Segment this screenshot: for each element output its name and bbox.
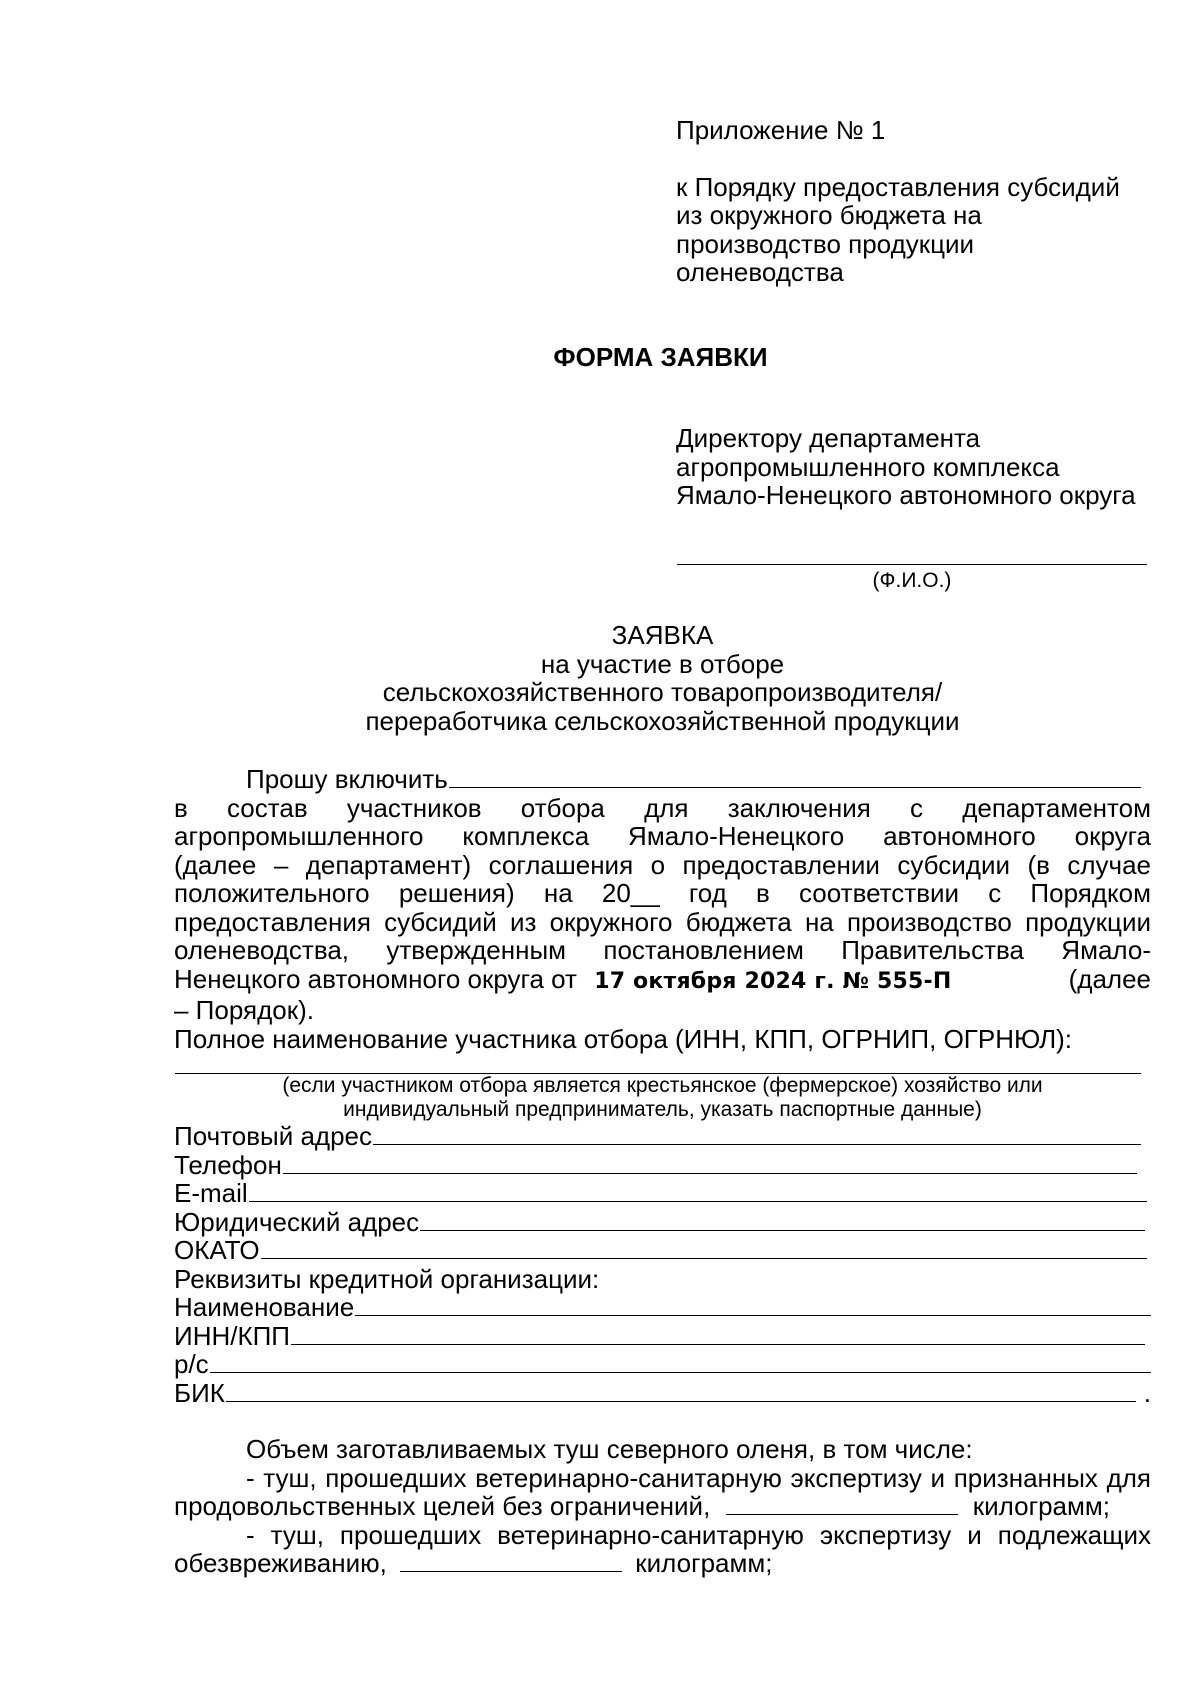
okato-field[interactable] — [261, 1238, 1147, 1259]
bank-account-row — [174, 1350, 1151, 1379]
legal-address-field[interactable] — [420, 1210, 1145, 1231]
volume-item1-end: килограмм; — [972, 1491, 1110, 1521]
volume-item2-field[interactable] — [400, 1551, 622, 1572]
request-line-decree — [174, 965, 1151, 997]
request-line: – Порядок). — [174, 995, 314, 1025]
participant-label: Полное наименование участника отбора (ИНН, КПП, ОГРНИП, ОГРНЮЛ): — [174, 1023, 1073, 1054]
email-label: E-mail — [174, 1178, 248, 1208]
okato-row — [174, 1236, 1151, 1265]
bank-inn-field[interactable] — [291, 1324, 1145, 1345]
request-blank-field[interactable] — [449, 767, 1141, 788]
form-body — [174, 765, 1151, 1578]
application-subtitle-line: на участие в отборе — [540, 648, 785, 679]
bank-account-label: р/с — [174, 1349, 209, 1379]
bank-inn-label: ИНН/КПП — [174, 1320, 290, 1351]
bank-inn-row — [174, 1322, 1151, 1351]
phone-field[interactable] — [283, 1153, 1137, 1174]
volume-item-line: - туш, прошедших ветеринарно-санитарную экспертизу и подлежащих — [246, 1519, 1151, 1550]
appendix-ref-line: из окружного бюджета на — [676, 200, 982, 230]
appendix-ref-line: к Порядку предоставления субсидий — [676, 171, 1120, 202]
okato-label: ОКАТО — [174, 1235, 260, 1265]
appendix-number: Приложение № 1 — [676, 115, 886, 145]
postal-address-field[interactable] — [373, 1124, 1141, 1145]
fio-caption: (Ф.И.О.) — [872, 569, 952, 592]
request-lead: Прошу включить — [246, 764, 448, 794]
addressee-block — [676, 424, 1176, 510]
appendix-ref-line: производство продукции — [676, 228, 975, 259]
decree-reference: 17 октября 2024 г. № 555-П — [594, 968, 952, 994]
application-subtitle-line: переработчика сельскохозяйственной продукции — [365, 705, 960, 736]
application-title: ЗАЯВКА — [611, 620, 714, 650]
bank-bik-field[interactable] — [226, 1381, 1136, 1402]
participant-note-line: индивидуальный предприниматель, указать паспортные данные) — [343, 1098, 982, 1121]
bank-bik-row — [174, 1379, 1151, 1408]
request-line: в состав участников отбора для заключения с департаментом — [174, 792, 1151, 823]
legal-row — [174, 1208, 1151, 1237]
request-line: (далее – департамент) соглашения о предоставлении субсидии (в случае — [174, 849, 1151, 880]
email-field[interactable] — [249, 1181, 1147, 1202]
legal-label: Юридический адрес — [174, 1206, 420, 1237]
bank-heading: Реквизиты кредитной организации: — [174, 1263, 600, 1294]
volume-heading: Объем заготавливаемых туш северного оленя, в том числе: — [246, 1434, 973, 1464]
appendix-header — [676, 116, 1156, 287]
volume-item2-row — [174, 1549, 1151, 1578]
fio-signature-line[interactable] — [677, 564, 1147, 565]
participant-note — [174, 1074, 1151, 1122]
postal-label: Почтовый адрес — [174, 1121, 372, 1151]
request-lead-row — [174, 765, 1151, 794]
bank-name-label: Наименование — [174, 1292, 355, 1322]
volume-item1-field[interactable] — [726, 1494, 958, 1515]
participant-row — [174, 1053, 1151, 1074]
addressee-line: Ямало-Ненецкого автономного округа — [676, 480, 1136, 510]
request-line: оленеводства, утвержденным постановлением Правительства Ямало- — [174, 935, 1151, 965]
volume-item1-row — [174, 1492, 1151, 1521]
bank-name-field[interactable] — [355, 1295, 1151, 1316]
request-line: положительного решения) на 20__ год в соответствии с Порядком — [174, 878, 1151, 908]
postal-row — [174, 1122, 1151, 1151]
participant-name-field[interactable] — [175, 1053, 1141, 1074]
application-title-block — [174, 621, 1151, 735]
addressee-line: Директору департамента — [676, 423, 981, 453]
request-line-start: Ненецкого автономного округа от — [174, 963, 577, 994]
volume-item1-start: продовольственных целей без ограничений, — [174, 1491, 711, 1521]
volume-item2-end: килограмм; — [635, 1548, 773, 1578]
phone-row — [174, 1151, 1151, 1180]
phone-label: Телефон — [174, 1149, 282, 1180]
bank-bik-end: . — [1143, 1377, 1151, 1408]
request-line: предоставления субсидий из окружного бюджета на производство продукции — [174, 906, 1151, 937]
form-title: ФОРМА ЗАЯВКИ — [553, 342, 768, 372]
application-subtitle-line: сельскохозяйственного товаропроизводителя/ — [382, 677, 943, 707]
bank-bik-label: БИК — [174, 1377, 225, 1408]
request-line: агропромышленного комплекса Ямало-Ненецкого автономного округа — [174, 821, 1151, 851]
bank-name-row — [174, 1293, 1151, 1322]
appendix-ref-line: оленеводства — [676, 257, 844, 287]
addressee-line: агропромышленного комплекса — [676, 451, 1060, 482]
volume-item2-start: обезвреживанию, — [174, 1548, 387, 1578]
email-row — [174, 1179, 1151, 1208]
volume-item-line: - туш, прошедших ветеринарно-санитарную экспертизу и признанных для — [246, 1462, 1151, 1493]
participant-note-line: (если участником отбора является крестьянское (фермерское) хозяйство или — [282, 1074, 1043, 1097]
bank-account-field[interactable] — [210, 1352, 1151, 1373]
request-line-end: (далее — [1068, 963, 1151, 994]
